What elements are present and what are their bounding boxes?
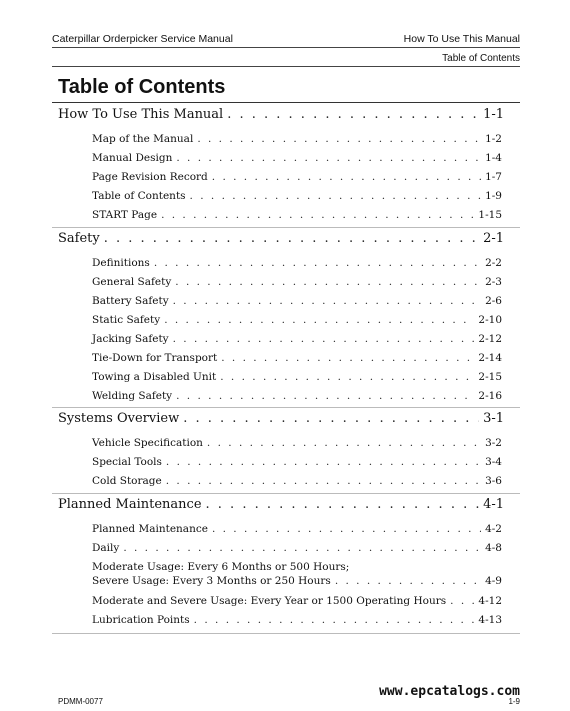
toc-item-label: Moderate Usage: Every 6 Months or 500 Hours; (92, 561, 350, 573)
header-rule-2 (52, 66, 520, 67)
section-divider (52, 493, 520, 494)
toc-item-planned-maintenance[interactable] (92, 523, 502, 535)
toc-section-label: Safety (58, 231, 100, 246)
dot-leader (212, 523, 481, 535)
toc-item-label-line2: Severe Usage: Every 3 Months or 250 Hours (92, 575, 331, 587)
header-rule (52, 47, 520, 48)
toc-item-usage-6-months[interactable] (92, 561, 502, 587)
toc-item-label: Jacking Safety (92, 333, 169, 345)
toc-item-label: Special Tools (92, 456, 162, 468)
dot-leader (221, 352, 474, 364)
toc-item-static-safety[interactable] (92, 314, 502, 326)
toc-section-planned-maintenance[interactable] (58, 497, 504, 512)
toc-section-label: Systems Overview (58, 411, 180, 426)
toc-section-how-to-use[interactable] (58, 107, 504, 122)
toc-item-manual-design[interactable] (92, 152, 502, 164)
toc-item-label: Static Safety (92, 314, 161, 326)
toc-item-label: Daily (92, 542, 120, 554)
toc-page-number: 3-2 (485, 437, 502, 449)
toc-item-label: Map of the Manual (92, 133, 194, 145)
toc-item-label: Cold Storage (92, 475, 162, 487)
toc-item-tie-down[interactable] (92, 352, 502, 364)
toc-item-label: General Safety (92, 276, 172, 288)
dot-leader (176, 152, 481, 164)
toc-item-daily[interactable] (92, 542, 502, 554)
toc-item-towing[interactable] (92, 371, 502, 383)
dot-leader (175, 276, 481, 288)
section-divider (52, 227, 520, 228)
toc-item-special-tools[interactable] (92, 456, 502, 468)
toc-section-systems-overview[interactable] (58, 411, 504, 426)
dot-leader (176, 390, 474, 402)
toc-item-welding-safety[interactable] (92, 390, 502, 402)
toc-page-number: 2-15 (478, 371, 502, 383)
toc-item-label: Welding Safety (92, 390, 173, 402)
toc-item-lubrication-points[interactable] (92, 614, 502, 626)
toc-page-number: 2-10 (478, 314, 502, 326)
toc-page-number: 2-14 (478, 352, 502, 364)
dot-leader (173, 333, 475, 345)
toc-item-map-of-manual[interactable] (92, 133, 502, 145)
toc-item-battery-safety[interactable] (92, 295, 502, 307)
toc-item-label: Lubrication Points (92, 614, 190, 626)
toc-page-number: 1-7 (485, 171, 502, 183)
chapter-title: How To Use This Manual (403, 33, 520, 45)
toc-page-number: 2-6 (485, 295, 502, 307)
toc-item-label: Towing a Disabled Unit (92, 371, 217, 383)
running-header (52, 33, 520, 45)
section-divider (52, 407, 520, 408)
toc-item-label: Moderate and Severe Usage: Every Year or 1500 Operating Hours (92, 595, 447, 607)
toc-item-label: Planned Maintenance (92, 523, 208, 535)
watermark-text: www.epcatalogs.com (379, 684, 520, 699)
toc-item-label: Manual Design (92, 152, 173, 164)
dot-leader (206, 497, 480, 512)
toc-page-number: 3-1 (483, 411, 504, 426)
toc-item-jacking-safety[interactable] (92, 333, 502, 345)
toc-item-definitions[interactable] (92, 257, 502, 269)
toc-page-number: 1-9 (485, 190, 502, 202)
manual-title: Caterpillar Orderpicker Service Manual (52, 33, 233, 45)
page-number: 1-9 (508, 697, 520, 706)
dot-leader (183, 411, 479, 426)
dot-leader (212, 171, 481, 183)
toc-item-page-revision[interactable] (92, 171, 502, 183)
toc-page-number: 2-12 (478, 333, 502, 345)
toc-page-number: 2-3 (485, 276, 502, 288)
sub-header (52, 53, 520, 64)
dot-leader (194, 614, 475, 626)
toc-item-cold-storage[interactable] (92, 475, 502, 487)
section-divider (52, 633, 520, 634)
dot-leader (154, 257, 481, 269)
toc-item-label: Battery Safety (92, 295, 169, 307)
toc-page-number: 4-9 (485, 575, 502, 587)
toc-page-number: 1-2 (485, 133, 502, 145)
toc-item-start-page[interactable] (92, 209, 502, 221)
dot-leader (173, 295, 481, 307)
section-subtitle: Table of Contents (442, 53, 520, 64)
toc-page-number: 1-15 (478, 209, 502, 221)
dot-leader (190, 190, 482, 202)
toc-page-number: 4-8 (485, 542, 502, 554)
toc-page-number: 3-4 (485, 456, 502, 468)
toc-item-table-of-contents[interactable] (92, 190, 502, 202)
toc-section-safety[interactable] (58, 231, 504, 246)
toc-page-number: 2-16 (478, 390, 502, 402)
toc-page-number: 4-2 (485, 523, 502, 535)
toc-section-label: How To Use This Manual (58, 107, 224, 122)
toc-page-number: 4-13 (478, 614, 502, 626)
dot-leader (104, 231, 479, 246)
page-title: Table of Contents (58, 76, 226, 98)
dot-leader (197, 133, 481, 145)
toc-page-number: 2-2 (485, 257, 502, 269)
toc-page-number: 1-1 (483, 107, 504, 122)
dot-leader (161, 209, 474, 221)
dot-leader (207, 437, 481, 449)
toc-page-number: 1-4 (485, 152, 502, 164)
dot-leader (166, 475, 481, 487)
toc-item-label: START Page (92, 209, 158, 221)
dot-leader (450, 595, 474, 607)
toc-item-label: Page Revision Record (92, 171, 208, 183)
title-rule (52, 102, 520, 103)
dot-leader (164, 314, 474, 326)
toc-item-label: Vehicle Specification (92, 437, 203, 449)
dot-leader (123, 542, 481, 554)
toc-page-number: 4-12 (478, 595, 502, 607)
dot-leader (166, 456, 481, 468)
dot-leader (335, 575, 481, 587)
toc-item-label: Definitions (92, 257, 150, 269)
toc-item-vehicle-spec[interactable] (92, 437, 502, 449)
toc-item-label: Table of Contents (92, 190, 186, 202)
toc-item-general-safety[interactable] (92, 276, 502, 288)
toc-item-label: Tie-Down for Transport (92, 352, 218, 364)
dot-leader (220, 371, 474, 383)
toc-item-yearly-usage[interactable] (92, 595, 502, 607)
document-number: PDMM-0077 (58, 697, 103, 706)
dot-leader (227, 107, 479, 122)
toc-page-number: 3-6 (485, 475, 502, 487)
toc-page-number: 2-1 (483, 231, 504, 246)
toc-page-number: 4-1 (483, 497, 504, 512)
toc-section-label: Planned Maintenance (58, 497, 202, 512)
